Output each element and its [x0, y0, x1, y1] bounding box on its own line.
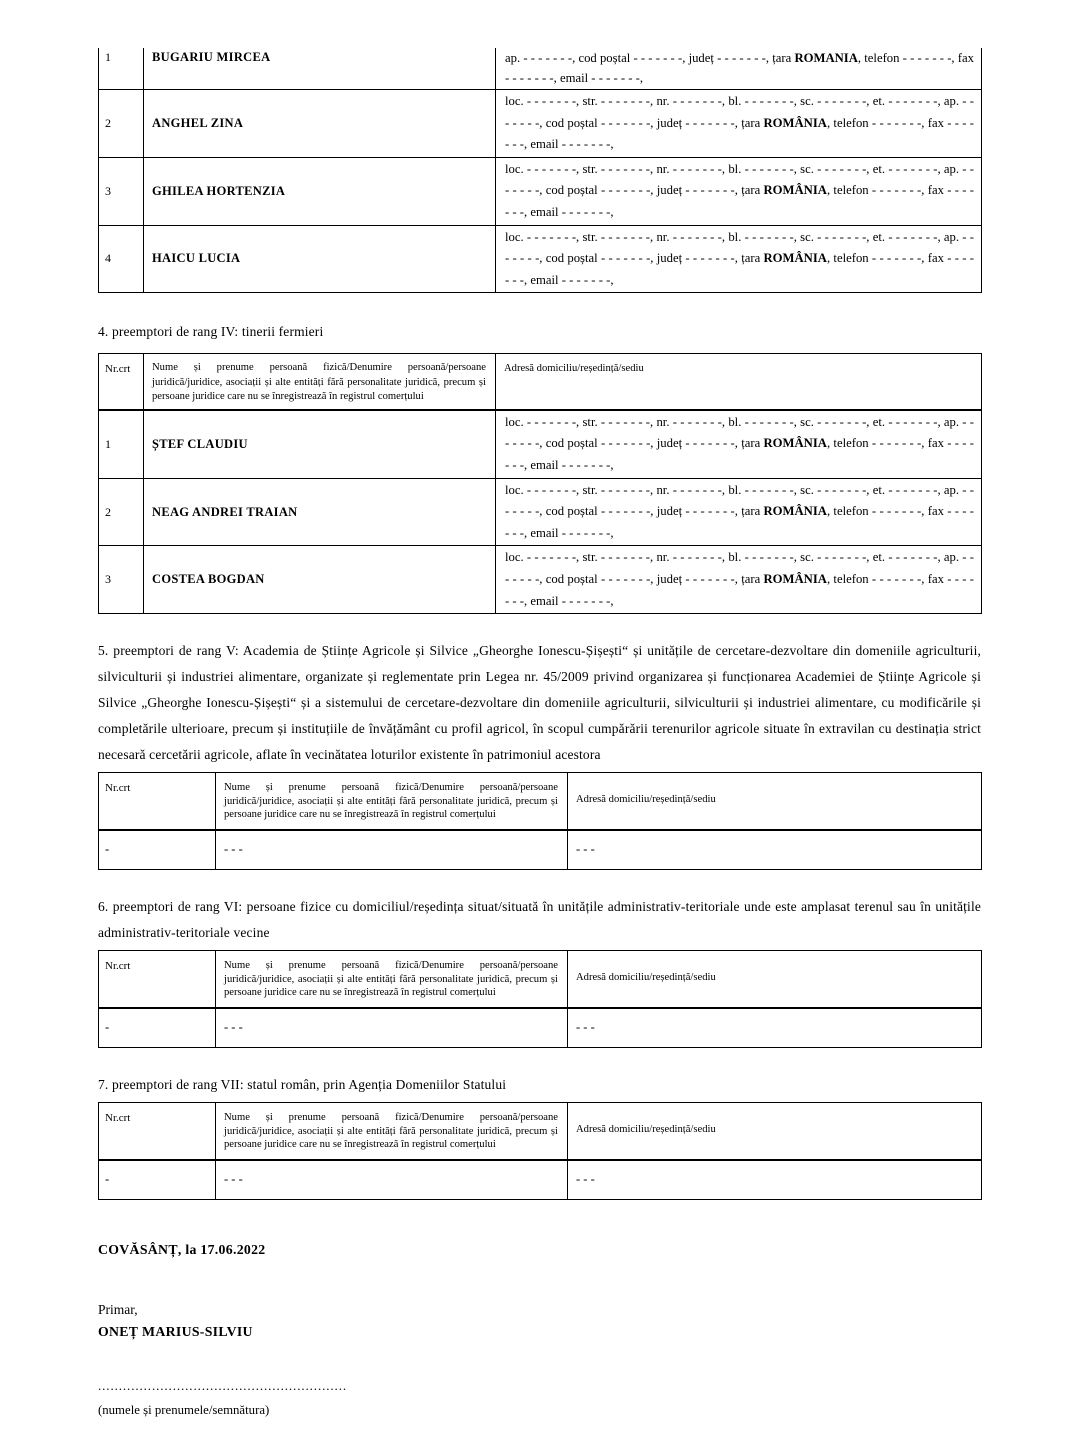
signer-name: ONEȚ MARIUS-SILVIU: [98, 1324, 253, 1340]
table-row: [99, 157, 982, 225]
address-text: , telefon - - - - - - -, fax - - - - - - -, email - - - - - - -,: [505, 251, 974, 287]
table-row: [99, 478, 982, 546]
table-header-row: [99, 1103, 982, 1160]
address-text: loc. - - - - - - -, str. - - - - - - -, nr. - - - - - - -, bl. - - - - - - -, sc. - - - - - - -, et. - - - - - - -, ap. - - - - - - -, cod poștal - - - - - - -, județ - - - - - - -, țara: [505, 550, 974, 586]
country-name: ROMÂNIA: [763, 436, 827, 451]
signature-label: (numele și prenumele/semnătura): [98, 1403, 270, 1418]
person-name: GHILEA HORTENZIA: [144, 157, 496, 225]
rank3-preemptors-table: [98, 48, 982, 293]
address-cell: [496, 478, 982, 546]
table-header-row: [99, 354, 982, 410]
header-name: Nume și prenume persoană fizică/Denumire persoană/persoane juridică/juridice, asociații și alte entități fără personalitate juridică, precum și persoane juridice care nu se înregistrează în registrul comerțului: [144, 354, 496, 410]
table-header-row: [99, 773, 982, 830]
address-cell: [496, 157, 982, 225]
country-name: ROMÂNIA: [763, 572, 827, 586]
person-name: HAICU LUCIA: [144, 225, 496, 293]
empty-row: [99, 1160, 982, 1200]
table-row: [99, 546, 982, 614]
header-nr: Nr.crt: [99, 951, 216, 1008]
signer-title: Primar,: [98, 1302, 138, 1318]
address-cell: - - -: [568, 1160, 982, 1200]
rank7-preemptors-table: [98, 1102, 982, 1200]
header-nr: Nr.crt: [99, 354, 144, 410]
row-number: -: [99, 830, 216, 870]
section4-heading: 4. preemptori de rang IV: tinerii fermieri: [98, 324, 324, 340]
address-text: loc. - - - - - - -, str. - - - - - - -, nr. - - - - - - -, bl. - - - - - - -, sc. - - - - - - -, et. - - - - - - -, ap. - - - - - - -, cod poștal - - - - - - -, județ - - - - - - -, țara: [505, 482, 974, 519]
table-header-row: [99, 951, 982, 1008]
row-number: 2: [99, 90, 144, 158]
address-text: , telefon - - - - - - -, fax - - - - - - -, email - - - - - - -,: [505, 504, 974, 540]
address-text: loc. - - - - - - -, str. - - - - - - -, nr. - - - - - - -, bl. - - - - - - -, sc. - - - - - - -, et. - - - - - - -, ap. - - - - - - -, cod poștal - - - - - - -, județ - - - - - - -, țara: [505, 229, 974, 266]
header-address: Adresă domiciliu/reședință/sediu: [496, 354, 982, 410]
header-address: Adresă domiciliu/reședință/sediu: [568, 773, 982, 830]
row-number: 1: [99, 48, 144, 90]
address-cell: [496, 410, 982, 478]
address-text: , telefon - - - - - - -, fax - - - - - - -, email - - - - - - -,: [505, 572, 974, 608]
country-name: ROMÂNIA: [763, 504, 827, 519]
empty-row: [99, 1008, 982, 1048]
rank6-preemptors-table: [98, 950, 982, 1048]
country-name: ROMÂNIA: [763, 183, 827, 198]
address-text: , telefon - - - - - - -, fax - - - - - - -, email - - - - - - -,: [505, 436, 974, 473]
table-row: [99, 48, 982, 90]
person-name: - - -: [216, 1008, 568, 1048]
section7-heading: 7. preemptori de rang VII: statul român, prin Agenția Domeniilor Statului: [98, 1077, 507, 1093]
table-row: [99, 225, 982, 293]
header-name: Nume și prenume persoană fizică/Denumire persoană/persoane juridică/juridice, asociații și alte entități fără personalitate juridică, precum și persoane juridice care nu se înregistrează în registrul comerțului: [216, 951, 568, 1008]
section5-heading: 5. preemptori de rang V: Academia de Științe Agricole și Silvice „Gheorghe Ionescu-Șișești“ și unitățile de cercetare-dezvoltare din domeniile agriculturii, silviculturii și industriei alimentare, organizate și reglementate prin Legea nr. 45/2009 privind organizarea și funcționarea Academiei de Științe Agricole și Silvice „Gheorghe Ionescu-Șișești“ și a sistemului de cercetare-dezvoltare din domeniile agriculturii, silviculturii și industriei alimentare, cu modificările și completările ulterioare, precum și instituțiile de învățământ cu profil agricol, în scopul cumpărării terenurilor agricole situate în extravilan cu destinația strict necesară cercetării agricole, aflate în vecinătatea loturilor existente în patrimoniul acestora: [98, 643, 981, 763]
row-number: 3: [99, 546, 144, 614]
header-name: Nume și prenume persoană fizică/Denumire persoană/persoane juridică/juridice, asociații și alte entități fără personalitate juridică, precum și persoane juridice care nu se înregistrează în registrul comerțului: [216, 773, 568, 830]
row-number: -: [99, 1160, 216, 1200]
person-name: ȘTEF CLAUDIU: [144, 410, 496, 478]
section6-heading: 6. preemptori de rang VI: persoane fizice cu domiciliul/reședința situat/situată în unitățile administrativ-teritoriale unde este amplasat terenul sau în unitățile administrativ-teritoriale vecine: [98, 899, 981, 941]
country-name: ROMANIA: [794, 51, 858, 65]
header-address: Adresă domiciliu/reședință/sediu: [568, 951, 982, 1008]
country-name: ROMÂNIA: [763, 251, 827, 266]
place-and-date: COVĂSÂNȚ, la 17.06.2022: [98, 1242, 266, 1258]
address-text: loc. - - - - - - -, str. - - - - - - -, nr. - - - - - - -, bl. - - - - - - -, sc. - - - - - - -, et. - - - - - - -, ap. - - - - - - -, cod poștal - - - - - - -, județ - - - - - - -, țara: [505, 161, 974, 198]
row-number: 3: [99, 157, 144, 225]
address-cell: - - -: [568, 1008, 982, 1048]
person-name: BUGARIU MIRCEA: [144, 48, 496, 90]
address-cell: [496, 48, 982, 90]
address-text: ap. - - - - - - -, cod poștal - - - - - - -, județ - - - - - - -, țara: [505, 51, 795, 65]
address-text: loc. - - - - - - -, str. - - - - - - -, nr. - - - - - - -, bl. - - - - - - -, sc. - - - - - - -, et. - - - - - - -, ap. - - - - - - -, cod poștal - - - - - - -, județ - - - - - - -, țara: [505, 414, 974, 451]
address-text: , telefon - - - - - - -, fax - - - - - - -, email - - - - - - -,: [505, 115, 974, 152]
address-text: loc. - - - - - - -, str. - - - - - - -, nr. - - - - - - -, bl. - - - - - - -, sc. - - - - - - -, et. - - - - - - -, ap. - - - - - - -, cod poștal - - - - - - -, județ - - - - - - -, țara: [505, 94, 974, 130]
address-cell: [496, 90, 982, 158]
person-name: - - -: [216, 1160, 568, 1200]
empty-row: [99, 830, 982, 870]
header-name: Nume și prenume persoană fizică/Denumire persoană/persoane juridică/juridice, asociații și alte entități fără personalitate juridică, precum și persoane juridice care nu se înregistrează în registrul comerțului: [216, 1103, 568, 1160]
address-cell: [496, 225, 982, 293]
table-row: [99, 90, 982, 158]
row-number: 4: [99, 225, 144, 293]
address-cell: [496, 546, 982, 614]
document-page: [0, 48, 1079, 1448]
address-text: , telefon - - - - - - -, fax - - - - - - -, email - - - - - - -,: [505, 51, 974, 85]
row-number: 2: [99, 478, 144, 546]
header-nr: Nr.crt: [99, 773, 216, 830]
address-cell: - - -: [568, 830, 982, 870]
header-nr: Nr.crt: [99, 1103, 216, 1160]
rank5-preemptors-table: [98, 772, 982, 870]
address-text: , telefon - - - - - - -, fax - - - - - - -, email - - - - - - -,: [505, 183, 974, 219]
rank4-preemptors-table: [98, 353, 982, 614]
signature-line: ............................................................: [98, 1378, 347, 1394]
country-name: ROMÂNIA: [763, 115, 827, 130]
person-name: - - -: [216, 830, 568, 870]
row-number: 1: [99, 410, 144, 478]
person-name: ANGHEL ZINA: [144, 90, 496, 158]
person-name: COSTEA BOGDAN: [144, 546, 496, 614]
header-address: Adresă domiciliu/reședință/sediu: [568, 1103, 982, 1160]
table-row: [99, 410, 982, 478]
row-number: -: [99, 1008, 216, 1048]
person-name: NEAG ANDREI TRAIAN: [144, 478, 496, 546]
